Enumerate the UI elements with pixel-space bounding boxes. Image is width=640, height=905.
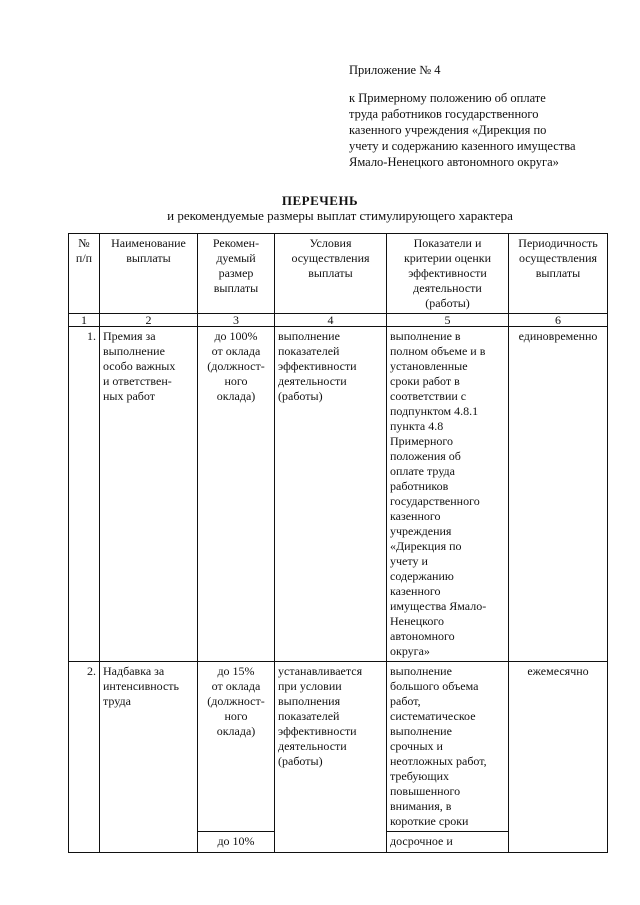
payment-conditions: выполнение показателей эффективности деятельности (работы) — [275, 327, 387, 662]
appendix-block — [349, 62, 576, 170]
column-number: 2 — [100, 314, 198, 327]
payment-name: Надбавка за интенсивность труда — [100, 662, 198, 853]
row-number: 2. — [69, 662, 100, 853]
payment-size: до 15% от оклада (должност- ного оклада) — [198, 662, 275, 832]
header-cell-num: № п/п — [69, 234, 100, 314]
table-row — [69, 327, 608, 662]
appendix-line: казенного учреждения «Дирекция по — [349, 123, 547, 137]
header-cell-size: Рекомен- дуемый размер выплаты — [198, 234, 275, 314]
column-number: 6 — [509, 314, 608, 327]
column-number: 5 — [387, 314, 509, 327]
document-title: ПЕРЕЧЕНЬ — [281, 193, 359, 208]
payments-table — [68, 233, 608, 853]
header-cell-name: Наименование выплаты — [100, 234, 198, 314]
payment-conditions: устанавливается при условии выполнения показателей эффективности деятельности (работы) — [275, 662, 387, 853]
header-cell-criteria: Показатели и критерии оценки эффективности деятельности (работы) — [387, 234, 509, 314]
payment-periodicity: ежемесячно — [509, 662, 608, 853]
header-cell-periodicity: Периодичность осуществления выплаты — [509, 234, 608, 314]
column-number: 4 — [275, 314, 387, 327]
column-number: 1 — [69, 314, 100, 327]
appendix-line: труда работников государственного — [349, 107, 539, 121]
payment-name: Премия за выполнение особо важных и ответствен- ных работ — [100, 327, 198, 662]
document-subtitle: и рекомендуемые размеры выплат стимулирующего характера — [167, 208, 513, 223]
appendix-line: учету и содержанию казенного имущества — [349, 139, 576, 153]
table-row — [69, 662, 608, 832]
payment-criteria: выполнение в полном объеме и в установленные сроки работ в соответствии с подпунктом 4.8.1 пункта 4.8 Примерного положения об оплате труда работников государственного казенного учреждения «Дирекция по учету и содержанию казенного имущества Ямало- Ненецкого автономного округа» — [387, 327, 509, 662]
payment-size: до 10% — [198, 832, 275, 853]
appendix-number: Приложение № 4 — [349, 63, 441, 77]
row-number: 1. — [69, 327, 100, 662]
header-cell-conditions: Условия осуществления выплаты — [275, 234, 387, 314]
table-header-row — [69, 234, 608, 314]
payment-periodicity: единовременно — [509, 327, 608, 662]
column-number-row — [69, 314, 608, 327]
payment-size: до 100% от оклада (должност- ного оклада) — [198, 327, 275, 662]
payment-criteria: выполнение большого объема работ, систематическое выполнение срочных и неотложных работ, требующих повышенного внимания, в короткие сроки — [387, 662, 509, 832]
payment-criteria: досрочное и — [387, 832, 509, 853]
appendix-line: Ямало-Ненецкого автономного округа» — [349, 155, 559, 169]
appendix-line: к Примерному положению об оплате — [349, 91, 546, 105]
column-number: 3 — [198, 314, 275, 327]
